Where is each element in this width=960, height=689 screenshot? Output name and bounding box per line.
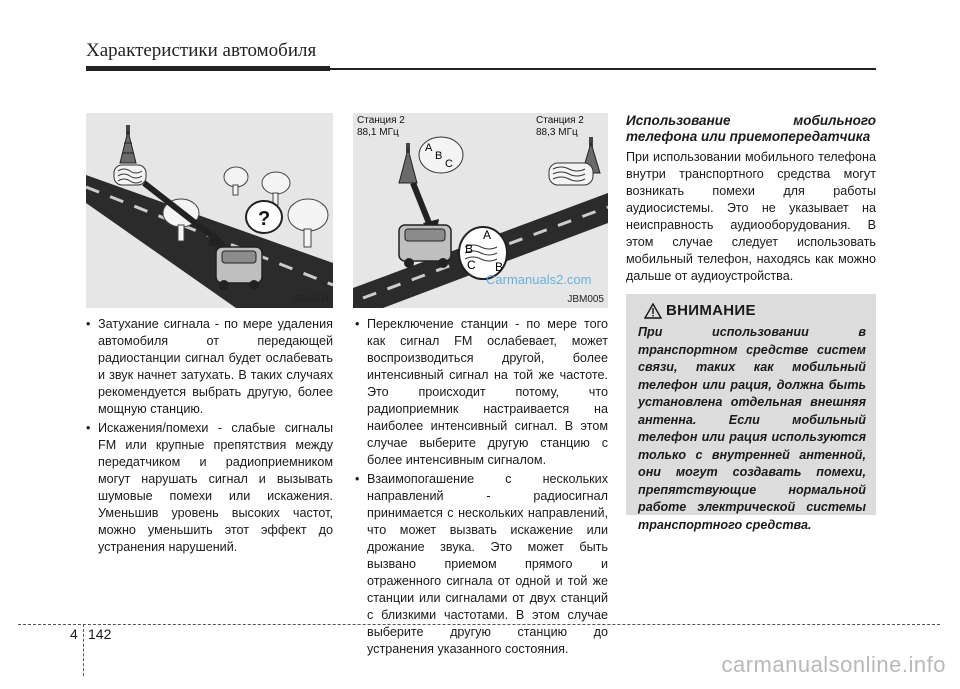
warning-header (644, 302, 756, 319)
section-title: Использование мобильного телефона или приемопередатчика (626, 113, 876, 144)
svg-text:B: B (435, 150, 443, 162)
left-text-column (86, 316, 333, 558)
section-paragraph: При использовании мобильного телефона внутри транспортного средства могут возникать помехи для работы аудиосистемы. Это не указывает на неисправность аудиооборудования. В этом случае следует использовать мобильный телефон, находясь как можно дальше от аудиоустройства. (626, 150, 876, 283)
svg-text:B: B (465, 242, 474, 256)
footer-divider (83, 624, 84, 676)
header-rule-thick (86, 66, 330, 71)
svg-text:C: C (445, 158, 453, 170)
header-rule-thin (330, 68, 876, 70)
footer-watermark: carmanualsonline.info (721, 652, 946, 677)
warning-title: ВНИМАНИЕ (666, 302, 756, 319)
signal-fading-illustration (86, 113, 333, 308)
chapter-number: 4 (70, 626, 78, 642)
station-label-left: Станция 2 88,1 МГц (357, 115, 405, 138)
svg-text:?: ? (258, 208, 271, 230)
svg-text:A: A (483, 228, 492, 242)
car-icon (216, 247, 262, 290)
footer-rule (18, 624, 940, 625)
bullet-item: • Искажения/помехи - слабые сигналы FM или крупные препятствия между передатчиком и радиоприемником могут нарушать сигнал и вызывать шумовые помехи или искажения. Уменьшив уровень высоких частот, можно уменьшить этот эффект до устранения нарушений. (86, 420, 333, 556)
svg-text:C: C (467, 258, 476, 272)
svg-text:A: A (425, 142, 433, 154)
page-number: 142 (88, 626, 112, 642)
radio-tower-icon (120, 125, 136, 163)
bullet-item: • Затухание сигнала - по мере удаления автомобиля от передающей радиостанции сигнал будет ослабевать и звук начнет затухать. В таких случаях рекомендуется выбрать другую, более мощную станцию. (86, 316, 333, 418)
svg-text:B: B (495, 260, 504, 274)
radio-tower-icon (399, 143, 417, 183)
car-icon (399, 225, 451, 268)
figure-code: JBM005 (567, 294, 604, 305)
right-text-column (626, 113, 876, 285)
signal-waves-icon (114, 165, 146, 185)
signal-letters-bubble (419, 137, 463, 173)
bullet-item: • Переключение станции - по мере того как сигнал FM ослабевает, может воспроизводиться другой, более интенсивный сигнал на той же частоте. Это происходит потому, что радиоприемник настраивается на наиболее интенсивный сигнал. В этом случае выберите другую станцию с более интенсивным сигналом. (355, 316, 608, 469)
warning-triangle-icon (644, 303, 662, 319)
figure-signal-fading (86, 113, 333, 308)
middle-text-column (355, 316, 608, 660)
signal-waves-icon (549, 163, 593, 185)
page-header-title: Характеристики автомобиля (86, 40, 317, 61)
warning-box (626, 294, 876, 532)
question-bubble-icon (246, 201, 282, 233)
figure-code: JBM004 (292, 294, 329, 305)
warning-text: При использовании в транспортном средстве систем связи, таких как мобильный телефон или рация, должна быть установлена отдельная внешняя антенна. Если мобильный телефон или рация используются только с внутренней антенной, они могут создавать помехи, препятствующие нормальной работе электрической системы транспортного средства. (638, 325, 866, 532)
bullet-item: • Взаимопогашение с нескольких направлений - радиосигнал принимается с нескольких направлений, что может вызвать искажение или дрожание звука. Это может быть вызвано приемом прямого и отраженного сигнала от одной и той же станции или сигналами от двух станций с близкими частотами. В этом случае выберите другую станцию до устранения указанного состояния. (355, 471, 608, 658)
station-label-right: Станция 2 88,3 МГц (536, 115, 584, 138)
overlay-watermark: Carmanuals2.com (486, 272, 592, 287)
